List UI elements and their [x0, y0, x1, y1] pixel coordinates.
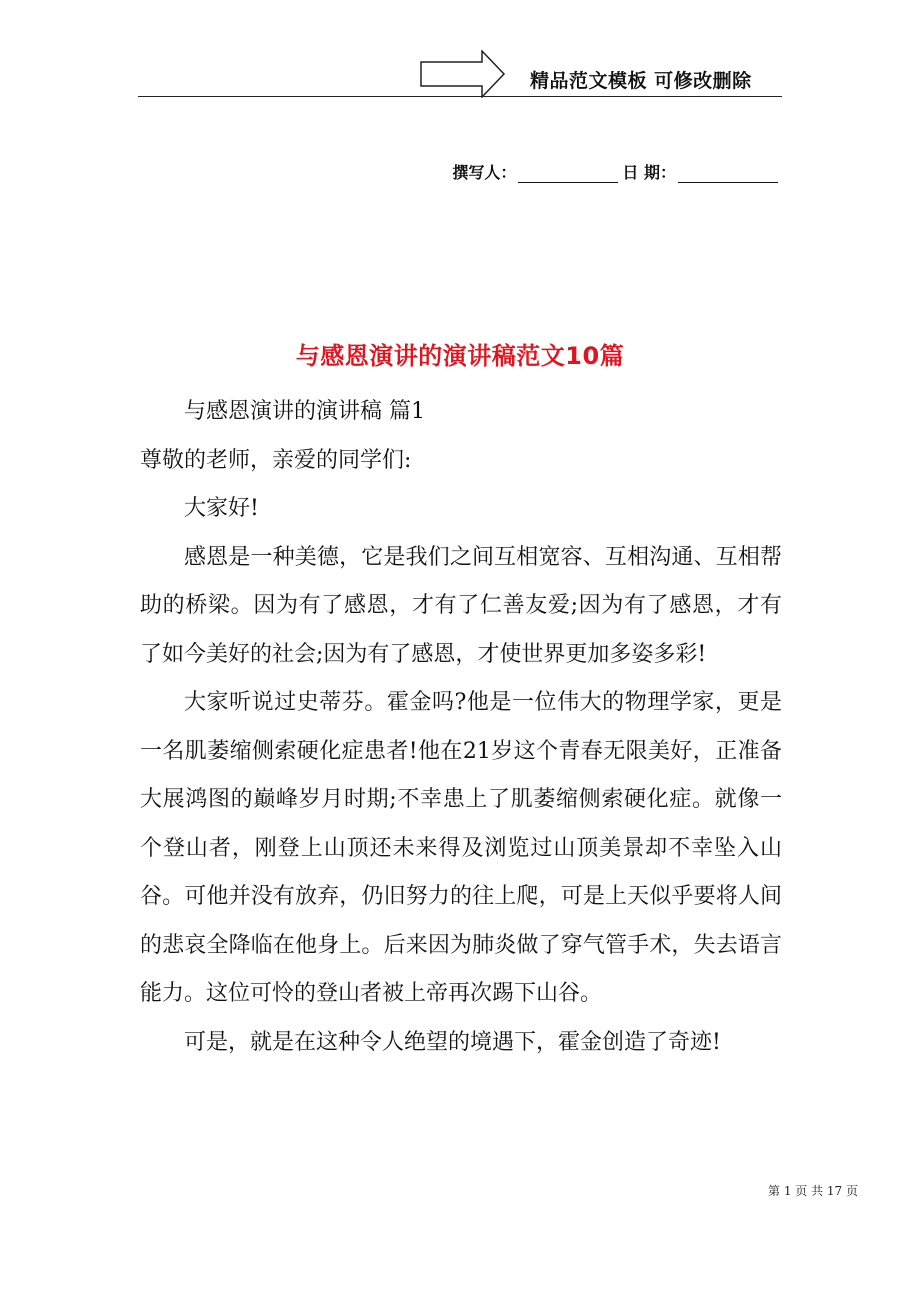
header-arrow-icon [420, 50, 506, 98]
header-label: 精品范文模板 可修改删除 [530, 70, 752, 92]
body-paragraph: 可是，就是在这种令人绝望的境遇下，霍金创造了奇迹! [184, 1029, 721, 1055]
page-number: 第 1 页 共 17 页 [768, 1184, 858, 1198]
body-paragraph: 感恩是一种美德，它是我们之间互相宽容、互相沟通、互相帮助的桥梁。因为有了感恩，才有了仁善友爱;因为有了感恩，才有了如今美好的社会;因为有了感恩，才使世界更加多姿多彩! [140, 544, 782, 667]
author-label: 撰写人： [452, 163, 517, 182]
author-blank-field[interactable] [518, 164, 618, 183]
section-heading: 与感恩演讲的演讲稿 篇1 [184, 399, 425, 424]
document-body [140, 388, 782, 1067]
date-blank-field[interactable] [678, 164, 778, 183]
body-paragraph: 大家听说过史蒂芬。霍金吗?他是一位伟大的物理学家，更是一名肌萎缩侧索硬化症患者!他在21岁这个青春无限美好，正准备大展鸿图的巅峰岁月时期;不幸患上了肌萎缩侧索硬化症。就像一个登山者，刚登上山顶还未来得及浏览过山顶美景却不幸坠入山谷。可他并没有放弃，仍旧努力的往上爬，可是上天似乎要将人间的悲哀全降临在他身上。后来因为肺炎做了穿气管手术，失去语言能力。这位可怜的登山者被上帝再次踢下山谷。 [140, 690, 782, 1006]
greeting: 大家好! [184, 496, 259, 521]
author-date-line [452, 160, 782, 183]
document-title: 与感恩演讲的演讲稿范文10篇 [295, 342, 625, 370]
salutation: 尊敬的老师，亲爱的同学们: [140, 447, 412, 473]
date-label: 日 期： [622, 163, 676, 182]
header-divider [138, 96, 782, 97]
